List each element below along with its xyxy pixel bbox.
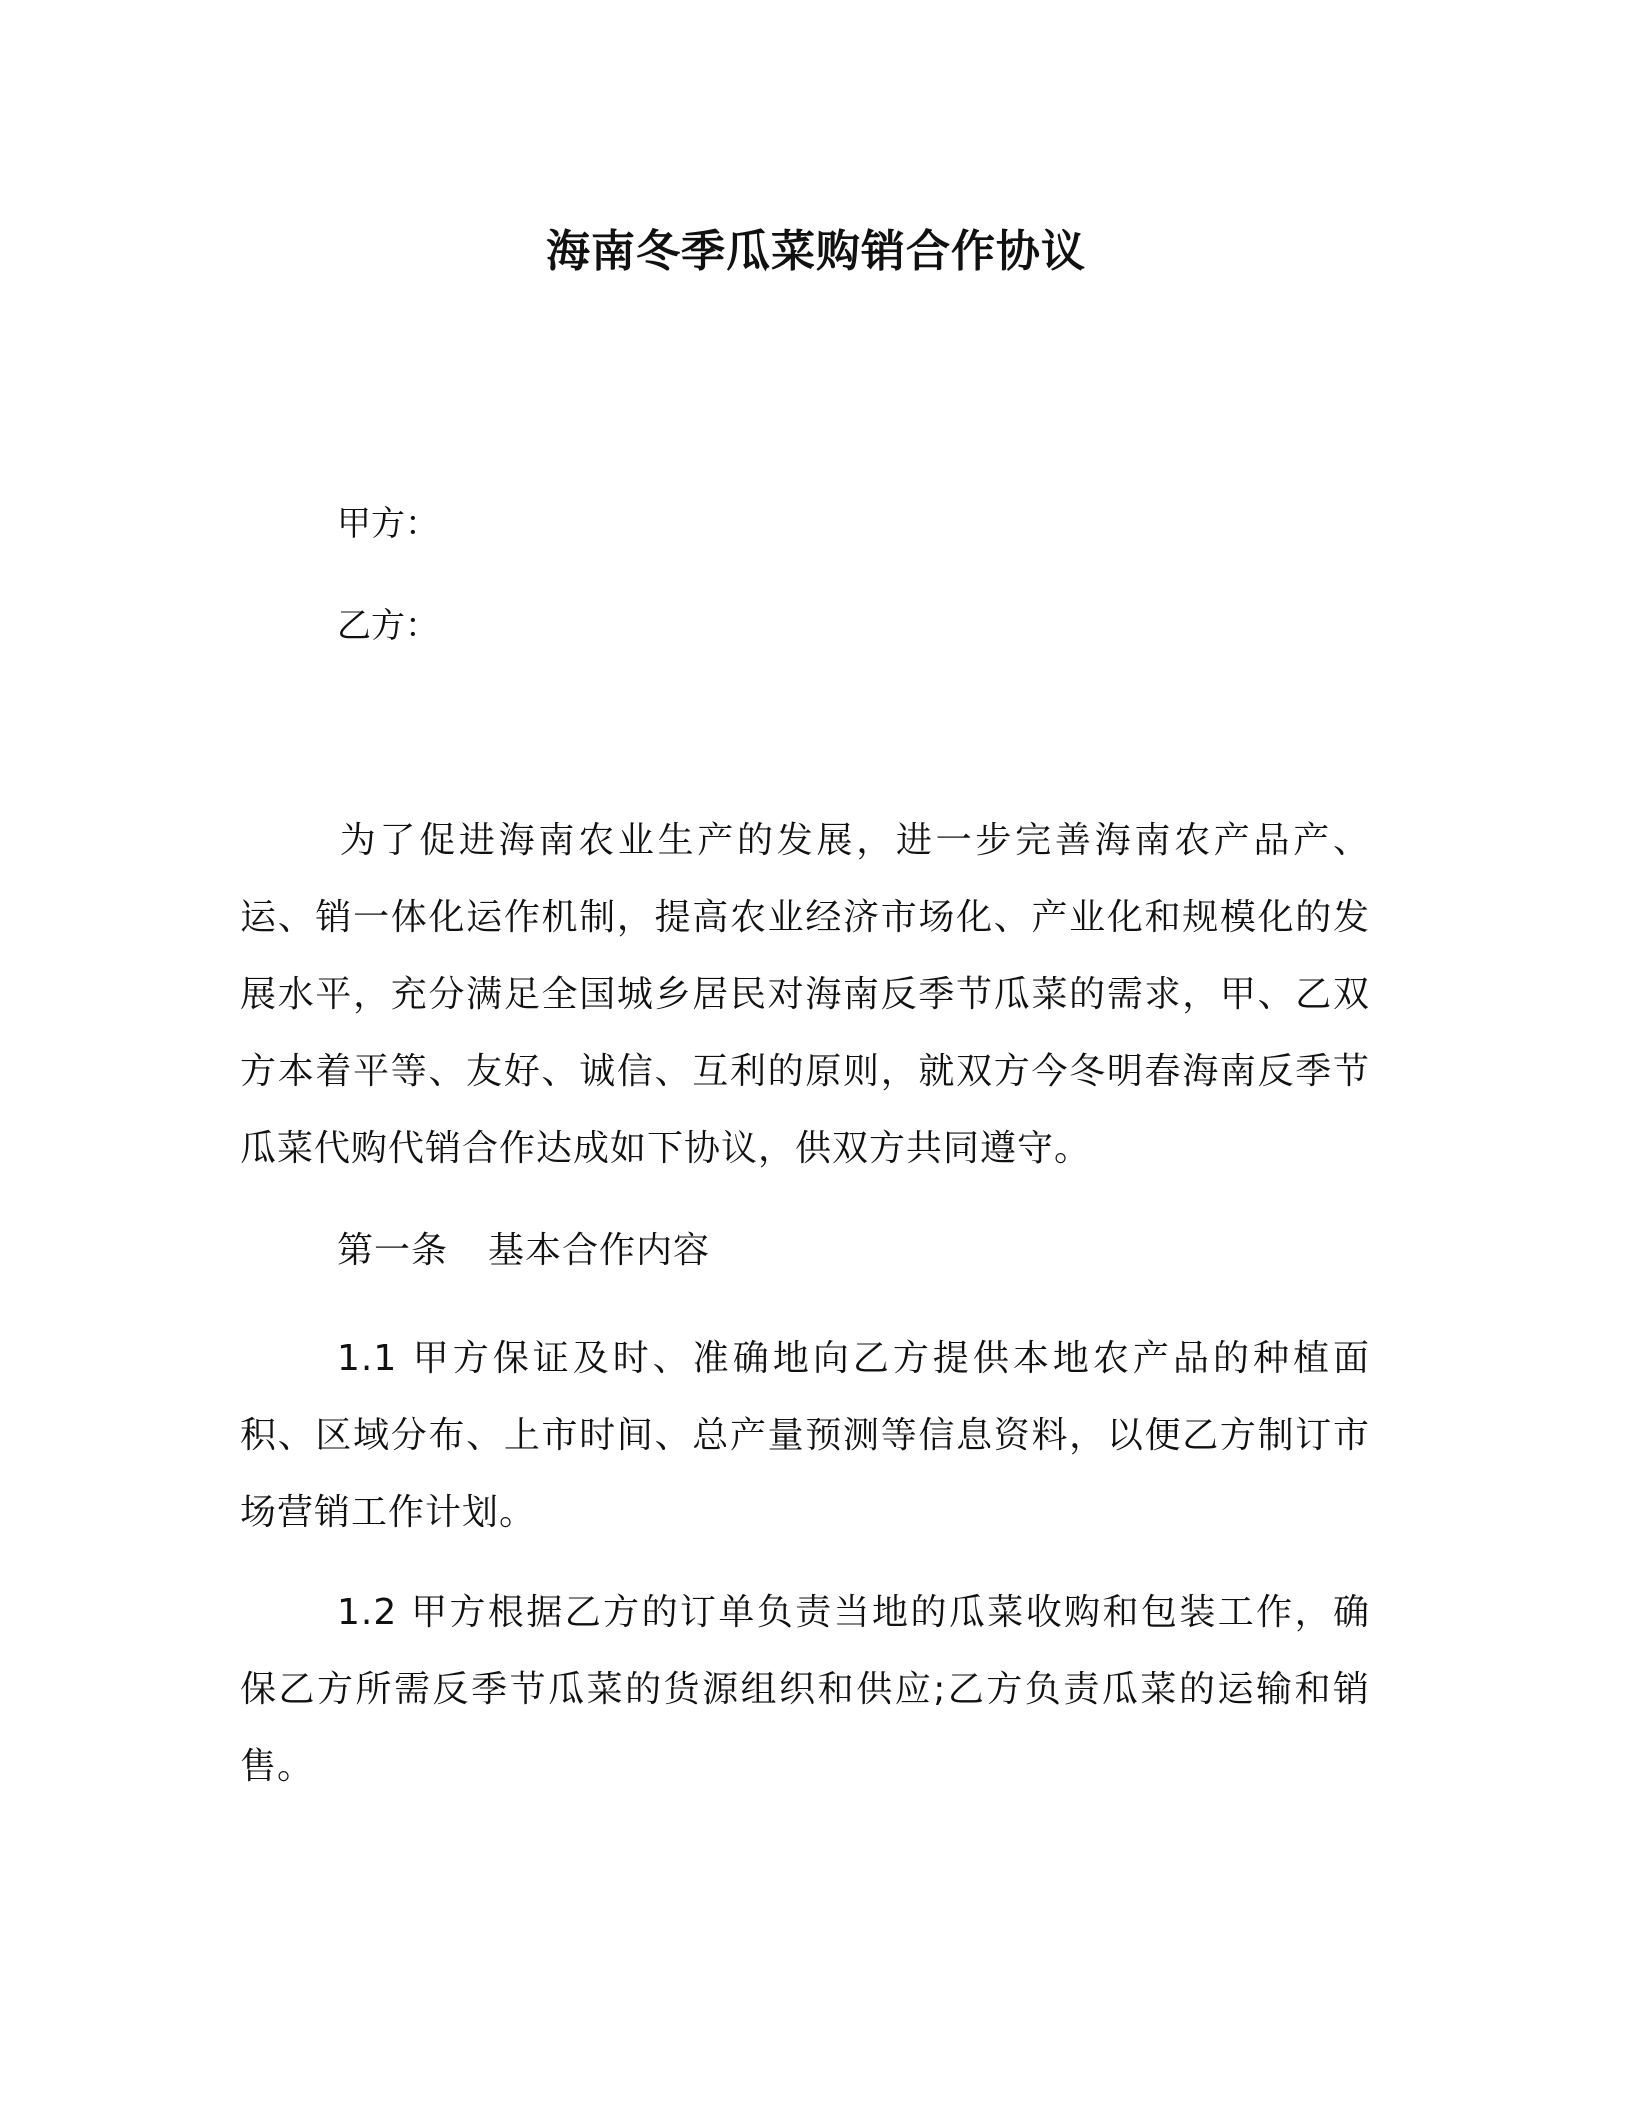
intro-paragraph	[240, 802, 1370, 1187]
clause-1-2-text: 1.2 甲方根据乙方的订单负责当地的瓜菜收购和包装工作，确保乙方所需反季节瓜菜的货源组织和供应;乙方负责瓜菜的运输和销售。	[240, 1592, 1370, 1787]
intro-text: 为了促进海南农业生产的发展，进一步完善海南农产品产、运、销一体化运作机制，提高农业经济市场化、产业化和规模化的发展水平，充分满足全国城乡居民对海南反季节瓜菜的需求，甲、乙双方本着平等、友好、诚信、互利的原则，就双方今冬明春海南反季节瓜菜代购代销合作达成如下协议，供双方共同遵守。	[240, 820, 1370, 1169]
clause-1-2-paragraph	[240, 1574, 1370, 1805]
clause-1-1-paragraph	[240, 1320, 1370, 1551]
party-b-label: 乙方：	[337, 606, 439, 646]
section-1-heading	[337, 1212, 710, 1289]
party-a-label: 甲方：	[337, 504, 439, 544]
document-title: 海南冬季瓜菜购销合作协议	[546, 226, 1086, 277]
section-1-title: 基本合作内容	[488, 1230, 711, 1271]
clause-1-1-text: 1.1 甲方保证及时、准确地向乙方提供本地农产品的种植面积、区域分布、上市时间、总产量预测等信息资料，以便乙方制订市场营销工作计划。	[240, 1338, 1370, 1533]
section-1-number: 第一条	[337, 1230, 449, 1271]
